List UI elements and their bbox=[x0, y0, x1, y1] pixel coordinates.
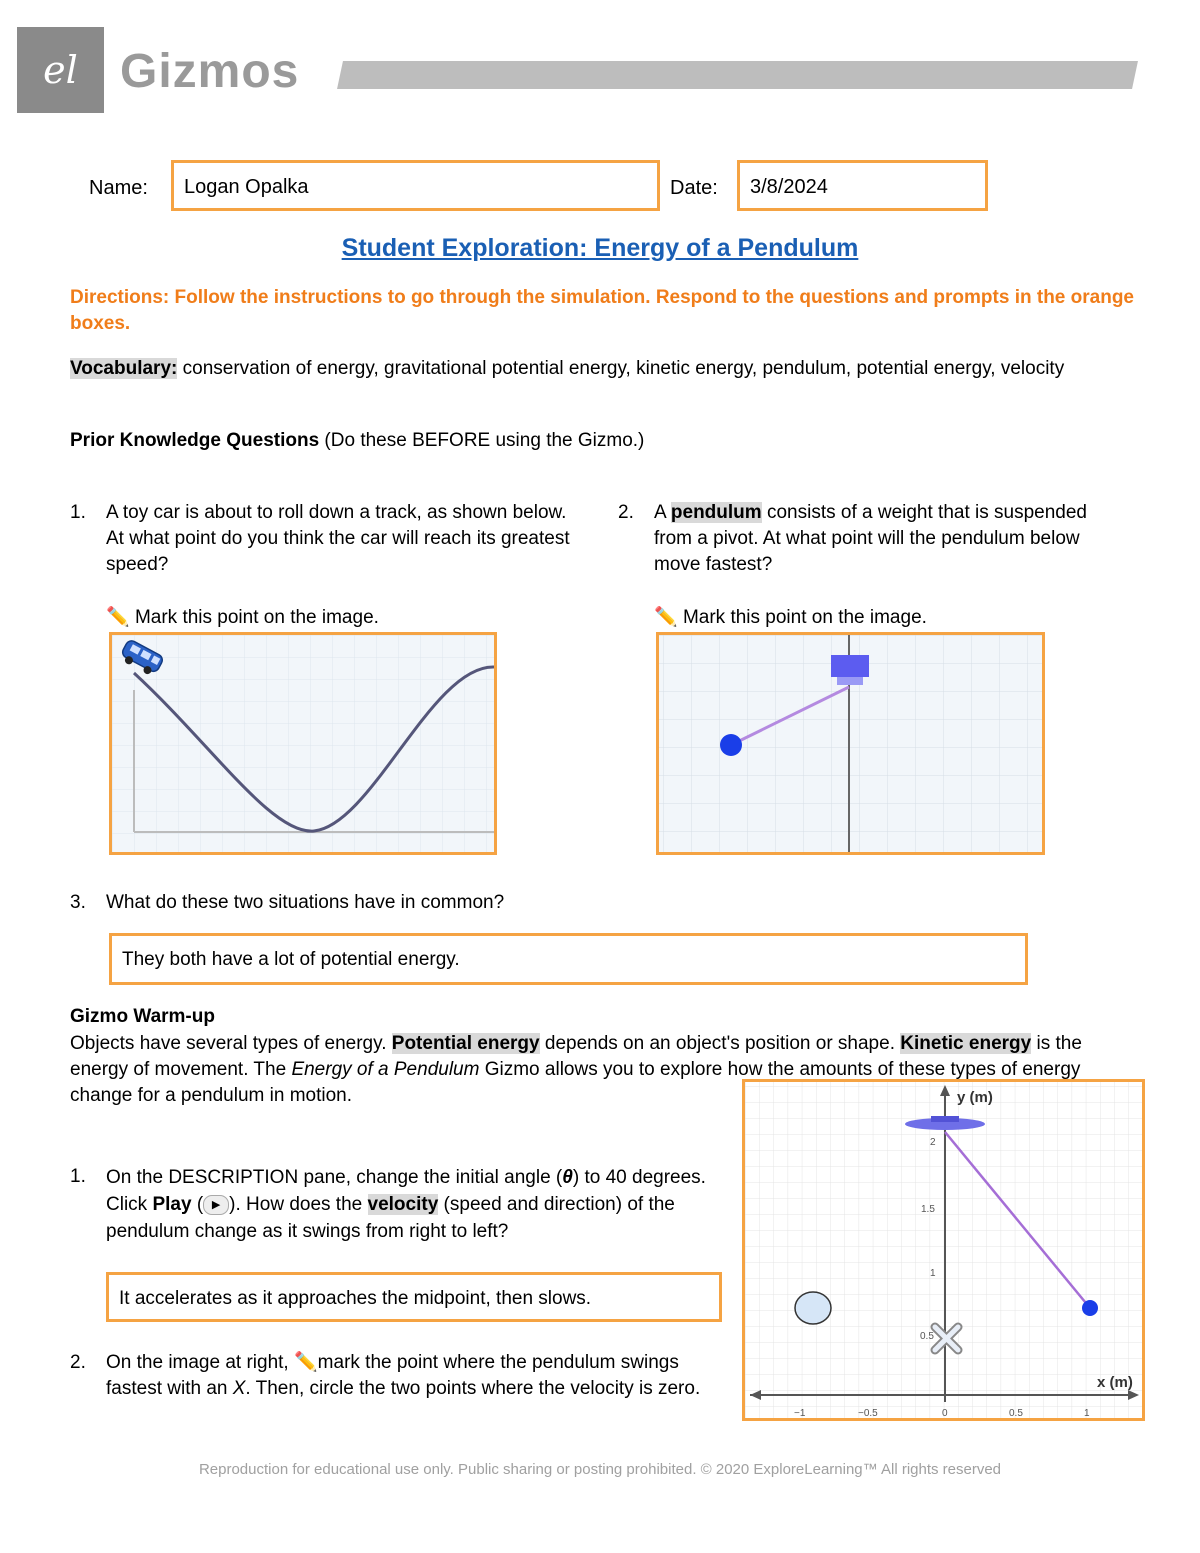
x-tick-label: 0 bbox=[942, 1408, 948, 1418]
term-velocity: velocity bbox=[367, 1194, 439, 1215]
pendulum-bob bbox=[720, 734, 742, 756]
play-icon[interactable]: ▶ bbox=[203, 1195, 229, 1215]
vocabulary-label: Vocabulary: bbox=[70, 358, 178, 379]
pivot-cap bbox=[931, 1116, 959, 1122]
wq1-text-e: (speed and direction) of the pendulum change as it swings from right to left? bbox=[106, 1194, 675, 1242]
pendulum-image bbox=[659, 635, 1042, 852]
warmup-heading: Gizmo Warm-up bbox=[70, 1006, 215, 1027]
y-tick-label: 1.5 bbox=[921, 1204, 935, 1215]
pendulum-image-box[interactable] bbox=[656, 632, 1045, 855]
warmup-text-b: depends on an object's position or shape. bbox=[539, 1033, 901, 1054]
brand-name: Gizmos bbox=[120, 45, 300, 98]
date-label: Date: bbox=[670, 177, 718, 199]
wq2-text-c: . Then, circle the two points where the velocity is zero. bbox=[245, 1378, 701, 1399]
warmup-q2-number: 2. bbox=[70, 1352, 86, 1373]
y-axis-label: y (m) bbox=[957, 1089, 993, 1106]
warmup-q2-text bbox=[106, 1350, 716, 1402]
q3-text: What do these two situations have in common? bbox=[106, 892, 505, 913]
logo-mark: el bbox=[43, 48, 78, 92]
warmup-text-d: Gizmo allows you to explore how the amounts of these types of energy change for a pendulum in motion. bbox=[70, 1059, 1081, 1106]
name-field[interactable]: Logan Opalka bbox=[171, 160, 660, 211]
warmup-q1-text bbox=[106, 1164, 706, 1245]
theta-symbol: θ bbox=[562, 1167, 573, 1188]
x-tick-label: −0.5 bbox=[858, 1408, 878, 1418]
x-tick-label: −1 bbox=[794, 1408, 806, 1418]
q2-text bbox=[654, 500, 1124, 578]
warmup-text-c: is the energy of movement. The bbox=[70, 1033, 1082, 1080]
q2-text-b: consists of a weight that is suspended from a pivot. At what point will the pendulum below move fastest? bbox=[654, 502, 1087, 575]
pivot-base bbox=[837, 677, 863, 685]
q1-number: 1. bbox=[70, 502, 86, 523]
y-tick-label: 2 bbox=[930, 1137, 936, 1148]
footer-copyright: Reproduction for educational use only. Public sharing or posting prohibited. © 2020 ExploreLearning™ All rights reserved bbox=[198, 1461, 1002, 1478]
q3-number: 3. bbox=[70, 892, 86, 913]
pencil-icon: ✏️ bbox=[654, 607, 678, 628]
term-kinetic-energy: Kinetic energy bbox=[900, 1033, 1032, 1054]
wq1-text-d: ). How does the bbox=[229, 1194, 368, 1215]
track-image bbox=[112, 635, 494, 852]
pencil-icon: ✏️ bbox=[106, 607, 130, 628]
pendulum-graph-box[interactable] bbox=[742, 1079, 1145, 1421]
drawn-circle-mark bbox=[795, 1292, 831, 1324]
q1-text: A toy car is about to roll down a track, as shown below. At what point do you think the car will reach its greatest speed? bbox=[106, 502, 570, 575]
q2-text-a: A bbox=[654, 502, 671, 523]
q2-mark-instruction bbox=[654, 605, 1054, 631]
term-potential-energy: Potential energy bbox=[391, 1033, 540, 1054]
q3-answer-box[interactable]: They both have a lot of potential energy. bbox=[109, 933, 1028, 985]
y-tick-label: 1 bbox=[930, 1268, 936, 1279]
pendulum-graph bbox=[745, 1082, 1142, 1418]
page-title: Student Exploration: Energy of a Pendulum bbox=[341, 234, 859, 262]
wq1-text-a: On the DESCRIPTION pane, change the initial angle ( bbox=[106, 1167, 563, 1188]
gizmo-name: Energy of a Pendulum bbox=[291, 1059, 480, 1080]
q2-mark-text: Mark this point on the image. bbox=[682, 607, 927, 628]
header-banner bbox=[337, 61, 1138, 89]
directions: Directions: Follow the instructions to go through the simulation. Respond to the questions and prompts in the orange boxes. bbox=[70, 287, 1134, 334]
x-tick-label: 1 bbox=[1084, 1408, 1090, 1418]
y-tick-label: 0.5 bbox=[920, 1331, 934, 1342]
x-letter: X bbox=[232, 1378, 246, 1399]
warmup-q1-number: 1. bbox=[70, 1166, 86, 1187]
q2-number: 2. bbox=[618, 502, 634, 523]
wq2-text-a: On the image at right, bbox=[106, 1352, 294, 1373]
wq1-text-c: ( bbox=[191, 1194, 204, 1215]
x-axis-label: x (m) bbox=[1097, 1374, 1133, 1391]
x-tick-label: 0.5 bbox=[1009, 1408, 1023, 1418]
warmup-text-a: Objects have several types of energy. bbox=[70, 1033, 392, 1054]
date-field[interactable]: 3/8/2024 bbox=[737, 160, 988, 211]
explorelearning-logo bbox=[17, 27, 104, 113]
track-image-box[interactable] bbox=[109, 632, 497, 855]
pendulum-bob bbox=[1082, 1300, 1098, 1316]
warmup-q1-answer-box[interactable]: It accelerates as it approaches the midpoint, then slows. bbox=[106, 1272, 722, 1322]
pivot-mount bbox=[831, 655, 869, 677]
pencil-icon: ✏️ bbox=[294, 1352, 318, 1373]
prior-knowledge-heading bbox=[70, 428, 1070, 454]
wq2-text-b: mark the point where the pendulum swings fastest with an bbox=[106, 1352, 679, 1399]
q1-mark-text: Mark this point on the image. bbox=[134, 607, 379, 628]
prior-heading-text: Prior Knowledge Questions bbox=[70, 430, 320, 451]
q1-mark-instruction bbox=[106, 605, 506, 631]
play-label: Play bbox=[152, 1194, 192, 1215]
vocabulary-terms: conservation of energy, gravitational potential energy, kinetic energy, pendulum, potential energy, velocity bbox=[177, 358, 1065, 379]
name-label: Name: bbox=[89, 177, 148, 199]
term-pendulum: pendulum bbox=[670, 502, 762, 523]
vocabulary bbox=[70, 356, 1135, 382]
prior-heading-note: (Do these BEFORE using the Gizmo.) bbox=[319, 430, 645, 451]
wq1-text-b: ) to 40 degrees. Click bbox=[106, 1167, 706, 1215]
